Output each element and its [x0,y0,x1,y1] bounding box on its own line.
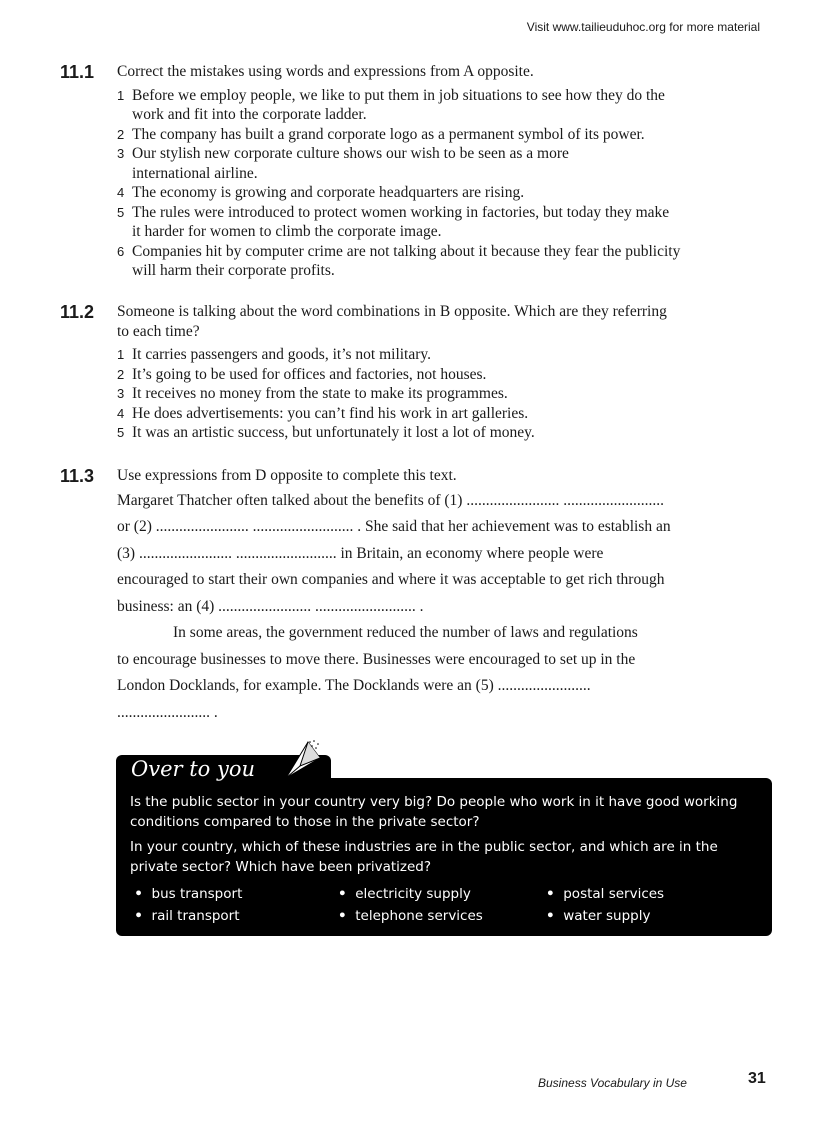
exercise-11-2 [60,302,760,443]
exercise-item [117,242,760,281]
bullet-item: • rail transport [134,908,240,924]
exercise-11-1 [60,62,760,281]
item-text-line: It carries passengers and goods, it’s not military. [132,346,432,363]
item-text-line: work and fit into the corporate ladder. [132,106,367,123]
text-line: encouraged to start their own companies and where it was acceptable to get rich through [117,571,665,588]
footer-page-number: 31 [748,1070,766,1087]
exercise-item [117,183,760,203]
item-number: 3 [117,386,125,401]
exercise-instruction [117,302,760,341]
over-to-you-question [130,838,754,877]
bullet-icon: • [134,886,143,902]
footer-book-title: Business Vocabulary in Use [538,1076,687,1090]
item-text-line: The rules were introduced to protect women working in factories, but today they make [132,203,670,221]
item-text-line: Before we employ people, we like to put them in job situations to see how they do the [132,86,665,104]
exercise-item [117,144,760,183]
exercise-items [117,86,760,281]
item-text-line: The company has built a grand corporate logo as a permanent symbol of its power. [132,125,645,143]
exercise-item [117,345,760,365]
text-line: business: an (4) ........................ .......................... . [117,597,424,615]
item-text-line: He does advertisements: you can’t find his work in art galleries. [132,404,529,422]
bullet-item: • electricity supply [338,886,471,902]
bullet-icon: • [546,886,555,902]
exercise-items [117,345,760,443]
text-line: In some areas, the government reduced the number of laws and regulations [173,624,638,641]
question-line: conditions compared to those in the private sector? [130,813,480,830]
item-number: 5 [117,204,125,220]
text-line: or (2) ........................ .......................... . She said that her achievement was to establish an [117,518,671,535]
exercise-item [117,203,760,242]
bullet-row [130,883,754,905]
over-to-you-box [116,778,772,936]
exercise-number: 11.1 [60,62,95,82]
exercise-number: 11.2 [60,302,95,322]
bullet-item: • bus transport [134,886,243,902]
item-text-line: will harm their corporate profits. [132,262,335,279]
exercise-item [117,86,760,125]
item-text-line: It was an artistic success, but unfortunately it lost a lot of money. [132,424,535,441]
item-text-line: international airline. [132,164,258,182]
question-line: In your country, which of these industries are in the public sector, and which are in the [130,839,718,855]
over-to-you-question [130,793,754,832]
item-number: 2 [117,366,125,382]
bullet-item: • telephone services [338,908,483,924]
item-number: 4 [117,405,125,421]
text-line: to encourage businesses to move there. Businesses were encouraged to set up in the [117,650,636,668]
exercise-item [117,365,760,385]
text-line: ........................ . [117,703,218,721]
bullet-icon: • [546,908,555,924]
question-line: Is the public sector in your country very big? Do people who work in it have good working [130,794,738,810]
text-line: Margaret Thatcher often talked about the benefits of (1) ........................ .......................... [117,491,664,509]
bullet-item: • water supply [546,908,651,924]
bullet-item: • postal services [546,886,665,902]
exercise-item [117,404,760,424]
exercise-11-3 [60,466,760,726]
exercise-item [117,423,760,443]
exercise-item [117,125,760,145]
instruction-line: Someone is talking about the word combinations in B opposite. Which are they referring [117,303,667,320]
bullet-icon: • [134,908,143,924]
header-note: Visit www.tailieuduhoc.org for more material [526,20,760,34]
item-number: 2 [117,126,125,142]
over-to-you-title: Over to you [131,757,256,781]
item-number: 3 [117,146,125,161]
exercise-instruction: Use expressions from D opposite to complete this text. [117,467,457,484]
bullet-icon: • [338,908,347,924]
exercise-number: 11.3 [60,466,95,486]
bullet-row [130,905,754,927]
item-number: 1 [117,87,125,103]
item-number: 1 [117,347,125,362]
instruction-line: to each time? [117,322,200,340]
gap-fill-text [117,488,760,727]
item-number: 4 [117,185,125,200]
text-line: (3) ........................ .......................... in Britain, an economy where people were [117,544,604,562]
paper-plane-icon [278,738,334,784]
bullet-icon: • [338,886,347,902]
item-text-line: It receives no money from the state to make its programmes. [132,385,508,402]
item-text-line: it harder for women to climb the corporate image. [132,223,442,240]
exercise-item [117,384,760,404]
exercise-instruction: Correct the mistakes using words and expressions from A opposite. [117,63,534,80]
question-line: private sector? Which have been privatized? [130,858,432,875]
item-text-line: Companies hit by computer crime are not talking about it because they fear the publicity [132,242,681,260]
item-text-line: The economy is growing and corporate headquarters are rising. [132,184,525,201]
item-text-line: Our stylish new corporate culture shows our wish to be seen as a more [132,145,569,162]
text-line: London Docklands, for example. The Docklands were an (5) ........................ [117,677,591,694]
item-text-line: It’s going to be used for offices and factories, not houses. [132,365,487,383]
item-number: 5 [117,425,125,440]
item-number: 6 [117,243,125,259]
